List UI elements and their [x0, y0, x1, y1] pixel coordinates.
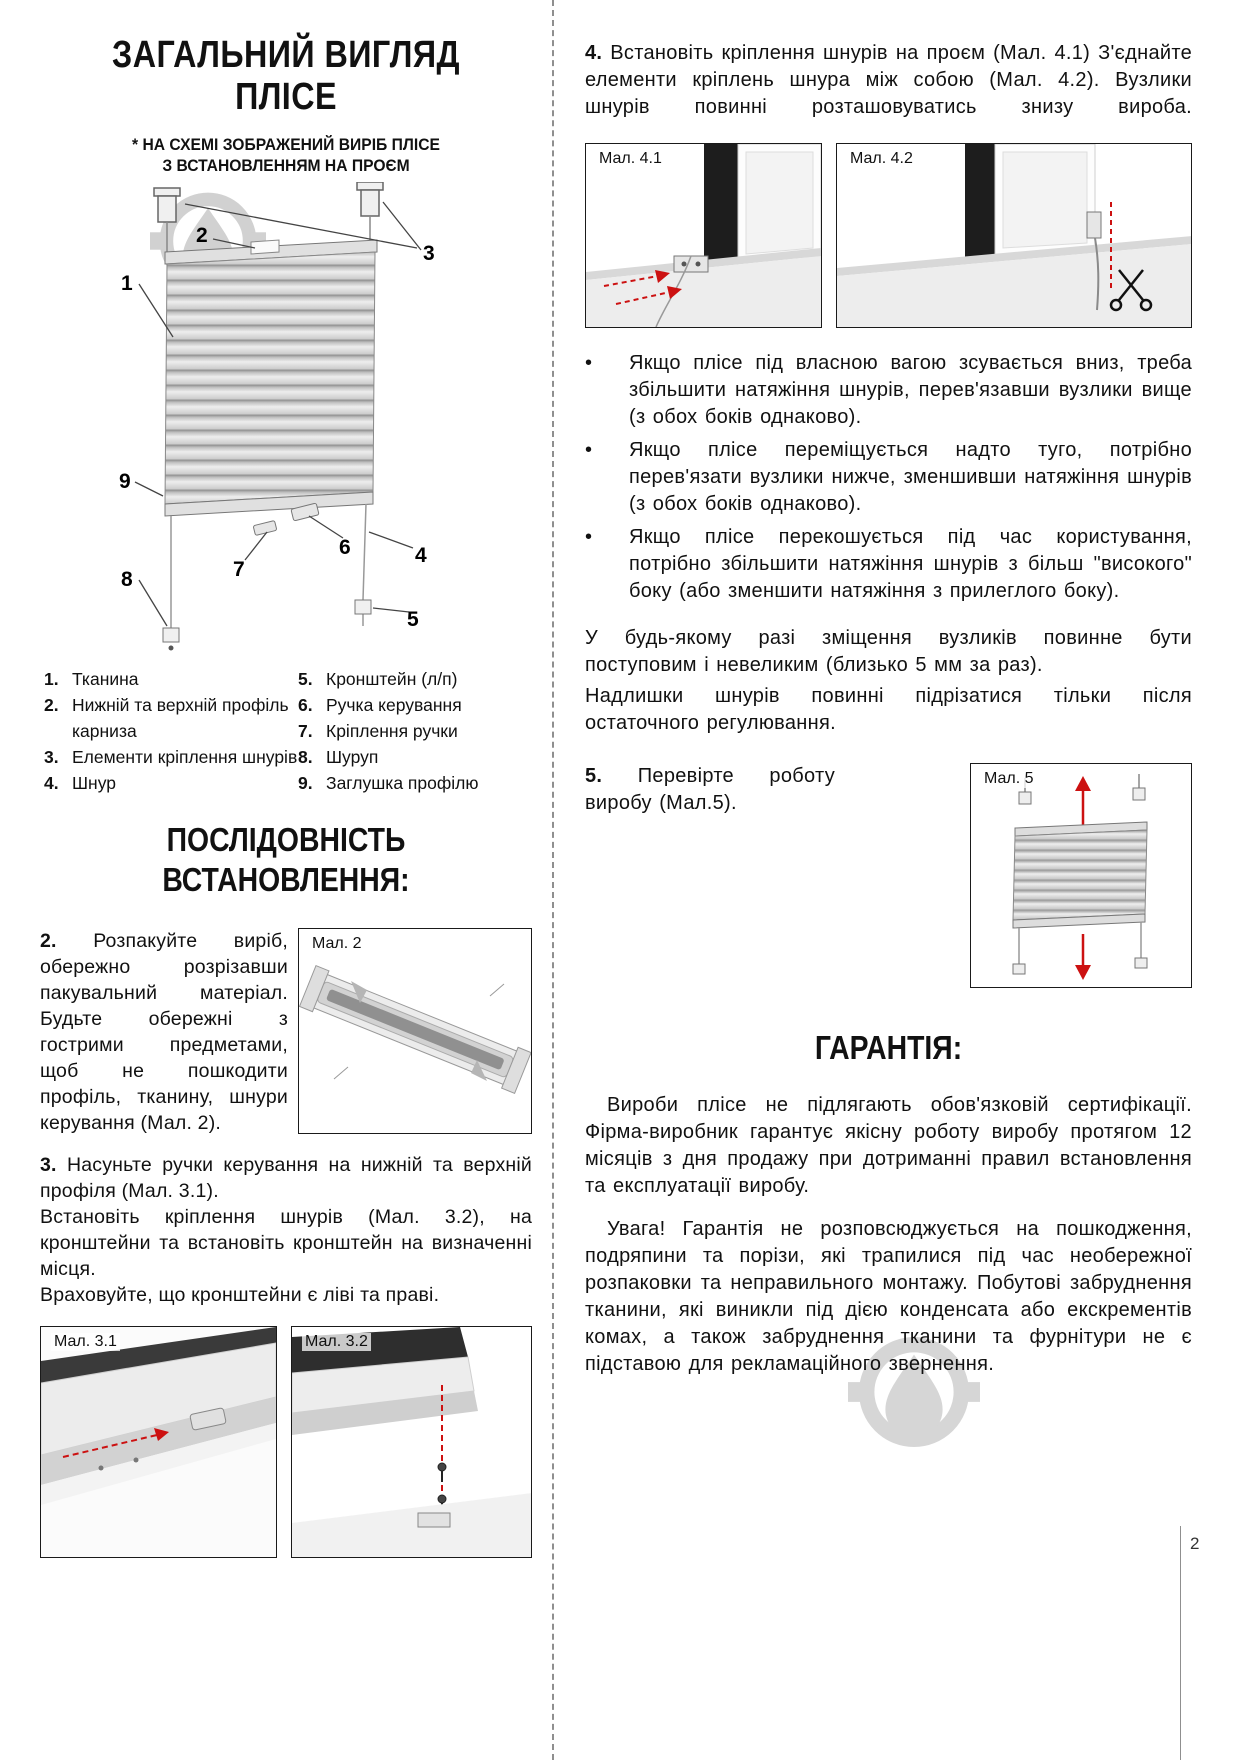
step-5-text: Перевірте роботу виробу (Мал.5). — [585, 765, 835, 814]
page-title-line1: ЗАГАЛЬНИЙ ВИГЛЯД — [112, 34, 460, 76]
step-3-block — [40, 1152, 532, 1308]
legend-text: Кріплення ручки — [326, 721, 458, 741]
legend-text: Елементи кріплення шнурів — [72, 747, 298, 767]
figure-4-2-label: Мал. 4.2 — [847, 150, 916, 168]
legend-item — [298, 692, 532, 718]
figure-3-2-drawing — [292, 1327, 532, 1557]
figure-5 — [970, 763, 1192, 988]
adjustment-notes — [585, 625, 1192, 737]
legend-text: Заглушка профілю — [326, 773, 479, 793]
step-5-paragraph — [585, 763, 835, 988]
legend-text: Шуруп — [326, 747, 379, 767]
step-3-number: 3. — [40, 1154, 57, 1176]
figure-2 — [298, 928, 532, 1134]
legend-text: Ручка керування — [326, 695, 462, 715]
parts-legend — [40, 666, 532, 796]
blind-overview-diagram — [55, 182, 485, 660]
step-2-row — [40, 928, 532, 1136]
step-5-row — [585, 763, 1192, 988]
bullet-item — [585, 524, 1192, 605]
figure-3-1-drawing — [41, 1327, 276, 1557]
legend-number: 9. — [298, 773, 313, 793]
diagram-label-9: 9 — [119, 470, 131, 493]
page-subtitle — [60, 134, 513, 176]
figure-3-1 — [40, 1326, 277, 1558]
bullet-text: Якщо плісе під власною вагою зсувається вниз, треба збільшити натяжіння шнурів, перев'язавши вузлики вище (з обох боків однаково). — [629, 352, 1192, 428]
diagram-label-4: 4 — [415, 544, 427, 567]
legend-text: Кронштейн (л/п) — [326, 669, 458, 689]
warranty-paragraph-2: Увага! Гарантія не розповсюджується на пошкодження, подряпини та порізи, які трапилися під час необережної розпаковки та неправильного монтажу. Побутові забруднення тканини, які виникли під дією конденсата або екскрементів комах, а також забруднення тканини та фурнітури не є підставою для рекламаційного звернення. — [585, 1218, 1192, 1375]
pleated-fabric — [165, 252, 375, 504]
step-5-number: 5. — [585, 765, 603, 787]
blind-diagram-drawing — [55, 182, 485, 660]
page-corner-line — [1180, 1526, 1181, 1760]
diagram-label-5: 5 — [407, 608, 419, 631]
diagram-label-6: 6 — [339, 536, 351, 559]
legend-text: Тканина — [72, 669, 139, 689]
figure-3-1-label: Мал. 3.1 — [51, 1333, 120, 1351]
legend-item — [44, 692, 298, 744]
bullet-text: Якщо плісе перекошується під час користування, потрібно збільшити натяжіння шнурів з більш "високого" боку (або зменшити натяжіння з прилеглого боку). — [629, 526, 1192, 602]
page-number: 2 — [1190, 1534, 1200, 1553]
figure-4-1-drawing — [586, 144, 821, 327]
legend-item — [298, 666, 532, 692]
legend-number: 2. — [44, 695, 59, 715]
adjustment-bullet-list — [585, 350, 1192, 605]
legend-item — [298, 770, 532, 796]
page-subtitle-line1: * НА СХЕМІ ЗОБРАЖЕНИЙ ВИРІБ ПЛІСЕ — [132, 135, 440, 154]
step-4-number: 4. — [585, 42, 603, 64]
page-subtitle-line2: З ВСТАНОВЛЕННЯМ НА ПРОЄМ — [162, 156, 410, 175]
rail-clip — [251, 240, 279, 254]
diagram-label-2: 2 — [196, 224, 208, 247]
figure-4-1-label: Мал. 4.1 — [596, 150, 665, 168]
legend-item — [44, 744, 298, 770]
column-divider — [552, 0, 554, 1760]
figures-3-row — [40, 1326, 532, 1558]
step-3-paragraph-1 — [40, 1152, 532, 1204]
note-paragraph-2: Надлишки шнурів повинні підрізатися тільки після остаточного регулювання. — [585, 685, 1192, 734]
legend-text: Шнур — [72, 773, 116, 793]
bottom-brackets — [163, 600, 371, 651]
page-title — [77, 34, 495, 118]
figure-4-2 — [836, 143, 1192, 328]
legend-number: 3. — [44, 747, 59, 767]
step-3-paragraph-2: Встановіть кріплення шнурів (Мал. 3.2), на кронштейни та встановіть кронштейн на визначенні місця. — [40, 1206, 532, 1280]
page-title-line2: ПЛІСЕ — [235, 76, 337, 118]
legend-item — [44, 770, 298, 796]
figure-2-drawing — [299, 929, 532, 1133]
step-3-text-1: Насуньте ручки керування на нижній та верхній профіля (Мал. 3.1). — [40, 1154, 532, 1202]
bullet-item — [585, 350, 1192, 431]
legend-number: 6. — [298, 695, 313, 715]
step-2-paragraph — [40, 928, 288, 1136]
diagram-label-1: 1 — [121, 272, 133, 295]
figure-4-1 — [585, 143, 822, 328]
legend-item — [44, 666, 298, 692]
legend-item — [298, 744, 532, 770]
step-2-text: Розпакуйте виріб, обережно розрізавши пакувальний матеріал. Будьте обережні з гострими предметами, щоб не пошкодити профіль, тканину, шнури керування (Мал. 2). — [40, 930, 288, 1134]
legend-item — [298, 718, 532, 744]
figure-2-label: Мал. 2 — [309, 935, 365, 953]
step-2-number: 2. — [40, 930, 57, 952]
legend-number: 7. — [298, 721, 313, 741]
figure-4-2-drawing — [837, 144, 1192, 327]
note-paragraph-1: У будь-якому разі зміщення вузликів повинне бути поступовим і невеликим (близько 5 мм за раз). — [585, 627, 1192, 676]
warranty-paragraph-1: Вироби плісе не підлягають обов'язковій сертифікації. Фірма-виробник гарантує якісну роботу виробу протягом 12 місяців з дня продажу при дотриманні правил встановлення та експлуатації виробу. — [585, 1094, 1192, 1197]
legend-column-2 — [298, 666, 532, 796]
legend-number: 5. — [298, 669, 313, 689]
figure-3-2-label: Мал. 3.2 — [302, 1333, 371, 1351]
diagram-label-7: 7 — [233, 558, 245, 581]
right-column — [585, 0, 1192, 1378]
figure-5-drawing — [971, 764, 1191, 987]
legend-number: 1. — [44, 669, 59, 689]
legend-number: 4. — [44, 773, 59, 793]
legend-number: 8. — [298, 747, 313, 767]
bullet-item — [585, 437, 1192, 518]
section-header-warranty: ГАРАНТІЯ: — [814, 1029, 963, 1066]
step-4-text: Встановіть кріплення шнурів на проєм (Мал. 4.1) З'єднайте елементи кріплень шнура між собою (Мал. 4.2). Вузлики шнурів повинні розташовуватись знизу вироба. — [585, 42, 1192, 118]
bullet-marker: • — [585, 526, 593, 548]
diagram-label-8: 8 — [121, 568, 133, 591]
top-brackets — [154, 182, 383, 222]
bullet-text: Якщо плісе переміщується надто туго, потрібно перев'язати вузлики нижче, зменшивши натяжіння шнурів (з обох боків однаково). — [629, 439, 1192, 515]
section-header-installation: ПОСЛІДОВНІСТЬ ВСТАНОВЛЕННЯ: — [162, 821, 410, 898]
legend-column-1 — [40, 666, 298, 796]
bullet-marker: • — [585, 439, 593, 461]
diagram-label-3: 3 — [423, 242, 435, 265]
step-4-paragraph — [585, 40, 1192, 121]
step-5-spacer — [835, 763, 970, 988]
left-column — [40, 0, 532, 1558]
figure-3-2 — [291, 1326, 532, 1558]
legend-text: Нижній та верхній профіль карниза — [72, 695, 289, 741]
figure-5-label: Мал. 5 — [981, 770, 1037, 788]
step-3-paragraph-3: Враховуйте, що кронштейни є ліві та праві. — [40, 1284, 440, 1306]
bullet-marker: • — [585, 352, 593, 374]
figures-4-row — [585, 143, 1192, 328]
